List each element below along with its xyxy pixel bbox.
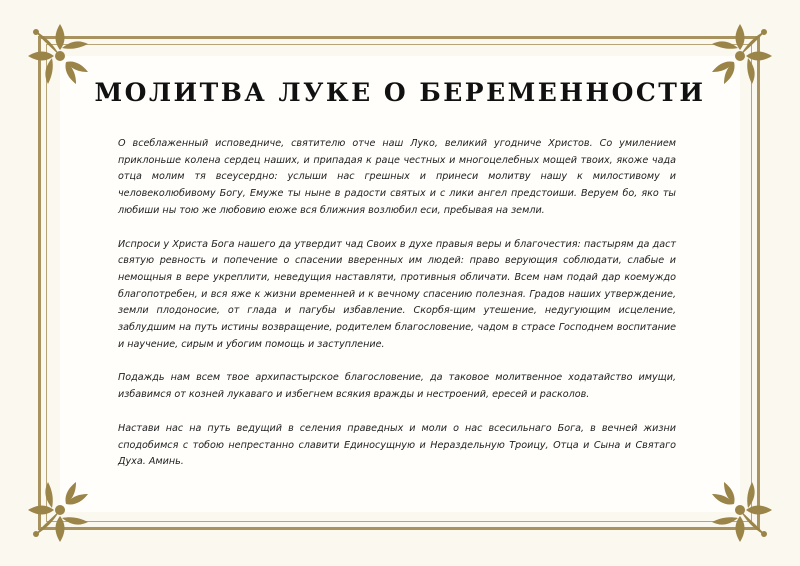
prayer-paragraph-1: О всеблаженный исповедниче, святителю отче наш Луко, великий угодниче Христов. Со умилением приклоньше колена сердец наших, и припадая к раце честных и многоцелебных мощей твоих, якоже чада отца молим тя всеусердно: услыши нас грешных и принеси молитву нашу к милостивому и человеколюбивому Богу, Емуже ты ныне в радости святых и с лики ангел предстоиши. Веруем бо, яко ты любиши ны тою же любовию еюже вся ближния возлюбил еси, пребывая на земли. <box>118 138 676 216</box>
prayer-paragraph-3: Подаждь нам всем твое архипастырское благословение, да таковое молитвенное ходатайство имущи, избавимся от козней лукаваго и избегнем всякия вражды и нестроений, ересей и расколов. <box>118 372 676 401</box>
corner-ornament-icon <box>22 472 98 548</box>
corner-ornament-icon <box>702 472 778 548</box>
prayer-paragraph-2: Испроси у Христа Бога нашего да утвердит чад Своих в духе правыя веры и благочестия: пастырям да даст святую ревность и попечение о спасении вверенных им людей: право верующия соблюдати, слабые и немощныя в вере укреплити, неведущия наставляти, противныя обличати. Всем нам подай дар коемуждо благопотребен, и вся яже к жизни временней и к вечному спасению полезная. Градов наших утверждение, земли плодоносие, от глада и пагубы избавление. Скорбя-щим утешение, недугующим исцеление, заблудшим на путь истины возвращение, родителем благословение, чадом в страсе Господнем воспитание и научение, сирым и убогим помощь и заступление. <box>118 238 676 350</box>
prayer-body <box>118 136 676 488</box>
prayer-title: МОЛИТВА ЛУКЕ О БЕРЕМЕННОСТИ <box>94 78 706 107</box>
prayer-paragraph-4: Настави нас на путь ведущий в селения праведных и моли о нас всесильнаго Бога, в вечней жизни сподобимся с тобою непрестанно славити Единосущную и Нераздельную Троицу, Отца и Сына и Святаго Духа. Аминь. <box>118 422 676 468</box>
